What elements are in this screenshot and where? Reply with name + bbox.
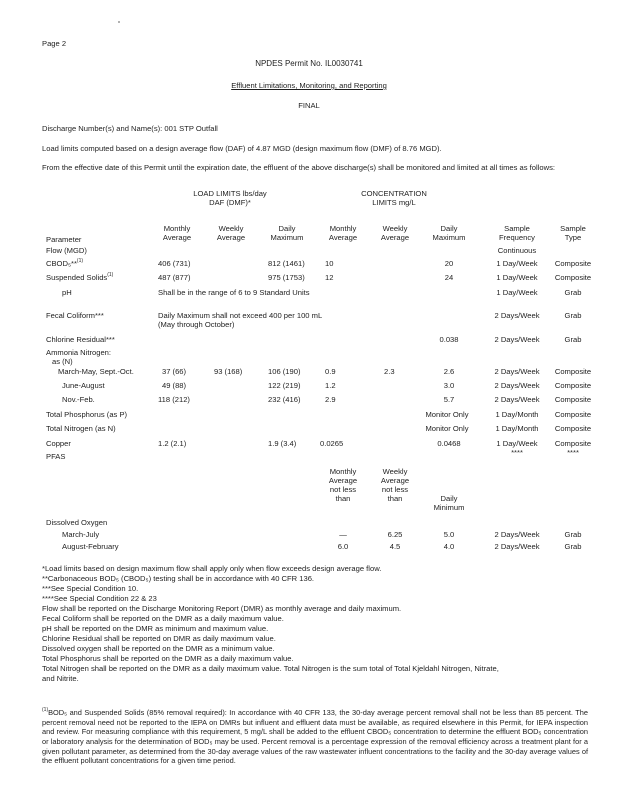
pfas-param: PFAS	[46, 452, 66, 461]
removal-paragraph: $^{(1)}$BOD₅ and Suspended Solids (85% removal required): In accordance with 40 CFR 133, the 30-day average percent removal shall not be less than 85 percent. The percent removal need not be reported to the IEPA on DMRs but influent and effluent data must be available, as required elsewhere in this Permit, for IEPA inspection and review. For measuring compliance with this requirement, 5 mg/L shall be added to the effluent CBOD₅ concentration to determine the effluent BOD₅ concentration or laboratory analysis for the determination of BOD₅ may be used. Percent removal is a percentage expression of the removal efficiency across a treatment plant for a given pollutant parameter, as determined from the 30-day average values of the raw wastewater influent concentrations to the facility and the 30-day average values of the effluent pollutant concentrations for a given time period.	[42, 707, 588, 766]
copper-conc-monthly: 0.0265	[320, 439, 344, 448]
fecal-limit-text: Daily Maximum shall not exceed 400 per 100 mL	[158, 311, 323, 320]
tn-param: Total Nitrogen (as N)	[46, 424, 116, 433]
ph-param: pH	[62, 288, 72, 297]
footnote: Fecal Coliform shall be reported on the DMR as a daily maximum value.	[42, 614, 284, 624]
amm-jun-conc-daily: 3.0	[443, 381, 455, 390]
ph-frequency: 1 Day/Week	[496, 288, 538, 297]
amm-mar-conc-weekly: 2.3	[384, 367, 395, 376]
do-r1-weekly: 6.25	[387, 530, 403, 539]
chlorine-frequency: 2 Days/Week	[494, 335, 540, 344]
tss-conc-monthly: 12	[325, 273, 334, 282]
do-r2-weekly: 4.5	[389, 542, 401, 551]
footnote: *Load limits based on design maximum flow shall apply only when flow exceeds design average flow.	[42, 564, 382, 573]
fecal-param: Fecal Coliform***	[46, 311, 104, 320]
footnote: Chlorine Residual shall be reported on DMR as daily maximum value.	[42, 634, 276, 644]
fecal-frequency: 2 Days/Week	[494, 311, 540, 320]
do-col-monthly: Monthly Average not less than	[328, 467, 358, 504]
copper-load-daily: 1.9 (3.4)	[268, 439, 297, 448]
amm-jun-load-monthly: 49 (88)	[162, 381, 187, 390]
amm-mar-conc-monthly: 0.9	[325, 367, 336, 376]
ph-range-text: Shall be in the range of 6 to 9 Standard Units	[158, 288, 310, 297]
amm-nov-conc-monthly: 2.9	[325, 395, 336, 404]
tp-conc-daily: Monitor Only	[425, 410, 469, 419]
permit-number: NPDES Permit No. IL0030741	[255, 59, 363, 68]
amm-nov-param: Nov.-Feb.	[62, 395, 95, 404]
amm-nov-type: Composite	[554, 395, 592, 404]
do-r1-frequency: 2 Days/Week	[494, 530, 540, 539]
amm-jun-type: Composite	[554, 381, 592, 390]
cbod-load-daily: 812 (1461)	[268, 259, 305, 268]
copper-frequency: 1 Day/Week	[496, 439, 538, 448]
flow-param: Flow (MGD)	[46, 246, 87, 255]
section-subtitle: Effluent Limitations, Monitoring, and Reporting	[231, 81, 387, 90]
amm-mar-type: Composite	[554, 367, 592, 376]
col-conc-monthly: Monthly Average	[328, 224, 358, 243]
copper-conc-daily: 0.0468	[437, 439, 461, 448]
concentration-header: CONCENTRATION	[361, 189, 427, 198]
col-parameter: Parameter	[46, 235, 82, 244]
copper-param: Copper	[46, 439, 71, 448]
col-conc-daily: Daily Maximum	[432, 224, 466, 243]
amm-jun-conc-monthly: 1.2	[325, 381, 336, 390]
amm-jun-param: June-August	[62, 381, 105, 390]
tss-param: Suspended Solids$^{(1)}$	[46, 272, 114, 282]
footnote: ***See Special Condition 10.	[42, 584, 139, 594]
amm-nov-load-daily: 232 (416)	[268, 395, 301, 404]
load-limits-subheader: DAF (DMF)*	[209, 198, 251, 207]
pfas-type: ****	[567, 448, 579, 457]
flow-frequency: Continuous	[497, 246, 537, 255]
status-final: FINAL	[298, 101, 320, 110]
page-label: Page 2	[42, 39, 67, 48]
amm-nov-frequency: 2 Days/Week	[494, 395, 540, 404]
amm-mar-param: March-May, Sept.-Oct.	[58, 367, 134, 376]
do-r2-type: Grab	[564, 542, 582, 551]
scan-speck	[118, 21, 120, 23]
do-r2-param: August-February	[62, 542, 119, 551]
cbod-conc-monthly: 10	[325, 259, 334, 268]
chlorine-type: Grab	[564, 335, 582, 344]
footnote: Dissolved oxygen shall be reported on the DMR as a minimum value.	[42, 644, 275, 654]
fecal-type: Grab	[564, 311, 582, 320]
pfas-frequency: ****	[511, 448, 523, 457]
footnote: ****See Special Condition 22 & 23	[42, 594, 157, 604]
intro-paragraph: From the effective date of this Permit until the expiration date, the effluent of the above discharge(s) shall be monitored and limited at all times as follows:	[42, 163, 555, 172]
tss-load-monthly: 487 (877)	[158, 273, 191, 282]
col-load-daily: Daily Maximum	[270, 224, 304, 243]
cbod-frequency: 1 Day/Week	[496, 259, 538, 268]
ammonia-param: Ammonia Nitrogen:	[46, 348, 111, 357]
col-sample-type: Sample Type	[560, 224, 586, 243]
do-title: Dissolved Oxygen	[46, 518, 108, 527]
amm-jun-frequency: 2 Days/Week	[494, 381, 540, 390]
amm-nov-load-monthly: 118 (212)	[158, 395, 190, 404]
tp-param: Total Phosphorus (as P)	[46, 410, 128, 419]
cbod-load-monthly: 406 (731)	[158, 259, 191, 268]
amm-mar-load-weekly: 93 (168)	[214, 367, 243, 376]
concentration-subheader: LIMITS mg/L	[372, 198, 416, 207]
do-r1-type: Grab	[564, 530, 582, 539]
col-load-weekly: Weekly Average	[216, 224, 246, 243]
copper-type: Composite	[554, 439, 592, 448]
tn-conc-daily: Monitor Only	[425, 424, 469, 433]
tp-type: Composite	[554, 410, 592, 419]
amm-nov-conc-daily: 5.7	[443, 395, 455, 404]
copper-load-monthly: 1.2 (2.1)	[158, 439, 187, 448]
tn-frequency: 1 Day/Month	[495, 424, 539, 433]
tss-frequency: 1 Day/Week	[496, 273, 538, 282]
amm-mar-load-daily: 106 (190)	[268, 367, 301, 376]
col-load-monthly: Monthly Average	[162, 224, 192, 243]
do-col-daily: Daily Minimum	[433, 494, 465, 513]
load-limits-header: LOAD LIMITS lbs/day	[193, 189, 267, 198]
discharge-line: Discharge Number(s) and Name(s): 001 STP Outfall	[42, 124, 218, 133]
col-conc-weekly: Weekly Average	[380, 224, 410, 243]
do-r1-param: March-July	[62, 530, 100, 539]
footnote: Total Phosphorus shall be reported on the DMR as a daily maximum value.	[42, 654, 294, 664]
ammonia-unit: as (N)	[52, 357, 73, 366]
tp-frequency: 1 Day/Month	[495, 410, 539, 419]
cbod-conc-daily: 20	[444, 259, 454, 268]
footnote: Flow shall be reported on the Discharge Monitoring Report (DMR) as monthly average and daily maximum.	[42, 604, 402, 614]
tss-load-daily: 975 (1753)	[268, 273, 305, 282]
footnote: and Nitrite.	[42, 674, 79, 684]
tss-type: Composite	[554, 273, 592, 282]
footnote: **Carbonaceous BOD₅ (CBOD₅) testing shall be in accordance with 40 CFR 136.	[42, 574, 315, 584]
cbod-type: Composite	[554, 259, 592, 268]
amm-mar-frequency: 2 Days/Week	[494, 367, 540, 376]
do-r1-monthly: —	[339, 530, 347, 539]
do-r1-daily: 5.0	[443, 530, 455, 539]
cbod-param: CBOD₅**$^{(1)}$	[46, 258, 84, 268]
footnote: Total Nitrogen shall be reported on the DMR as a daily maximum value. Total Nitrogen is the sum total of Total Kjeldahl Nitrogen, Nitrate,	[42, 664, 499, 674]
amm-mar-load-monthly: 37 (66)	[162, 367, 187, 376]
do-r2-daily: 4.0	[443, 542, 455, 551]
chlorine-conc-daily: 0.038	[439, 335, 459, 344]
load-note: Load limits computed based on a design average flow (DAF) of 4.87 MGD (design maximum flow (DMF) of 8.76 MGD).	[42, 144, 442, 153]
tss-conc-daily: 24	[444, 273, 454, 282]
fecal-season-text: (May through October)	[158, 320, 235, 329]
tn-type: Composite	[554, 424, 592, 433]
chlorine-param: Chlorine Residual***	[46, 335, 115, 344]
footnotes	[42, 564, 590, 684]
col-sample-frequency: Sample Frequency	[499, 224, 535, 243]
footnote: pH shall be reported on the DMR as minimum and maximum value.	[42, 624, 269, 634]
do-col-weekly: Weekly Average not less than	[380, 467, 410, 504]
amm-jun-load-daily: 122 (219)	[268, 381, 301, 390]
do-r2-monthly: 6.0	[337, 542, 349, 551]
ph-type: Grab	[564, 288, 582, 297]
do-r2-frequency: 2 Days/Week	[494, 542, 540, 551]
amm-mar-conc-daily: 2.6	[443, 367, 455, 376]
